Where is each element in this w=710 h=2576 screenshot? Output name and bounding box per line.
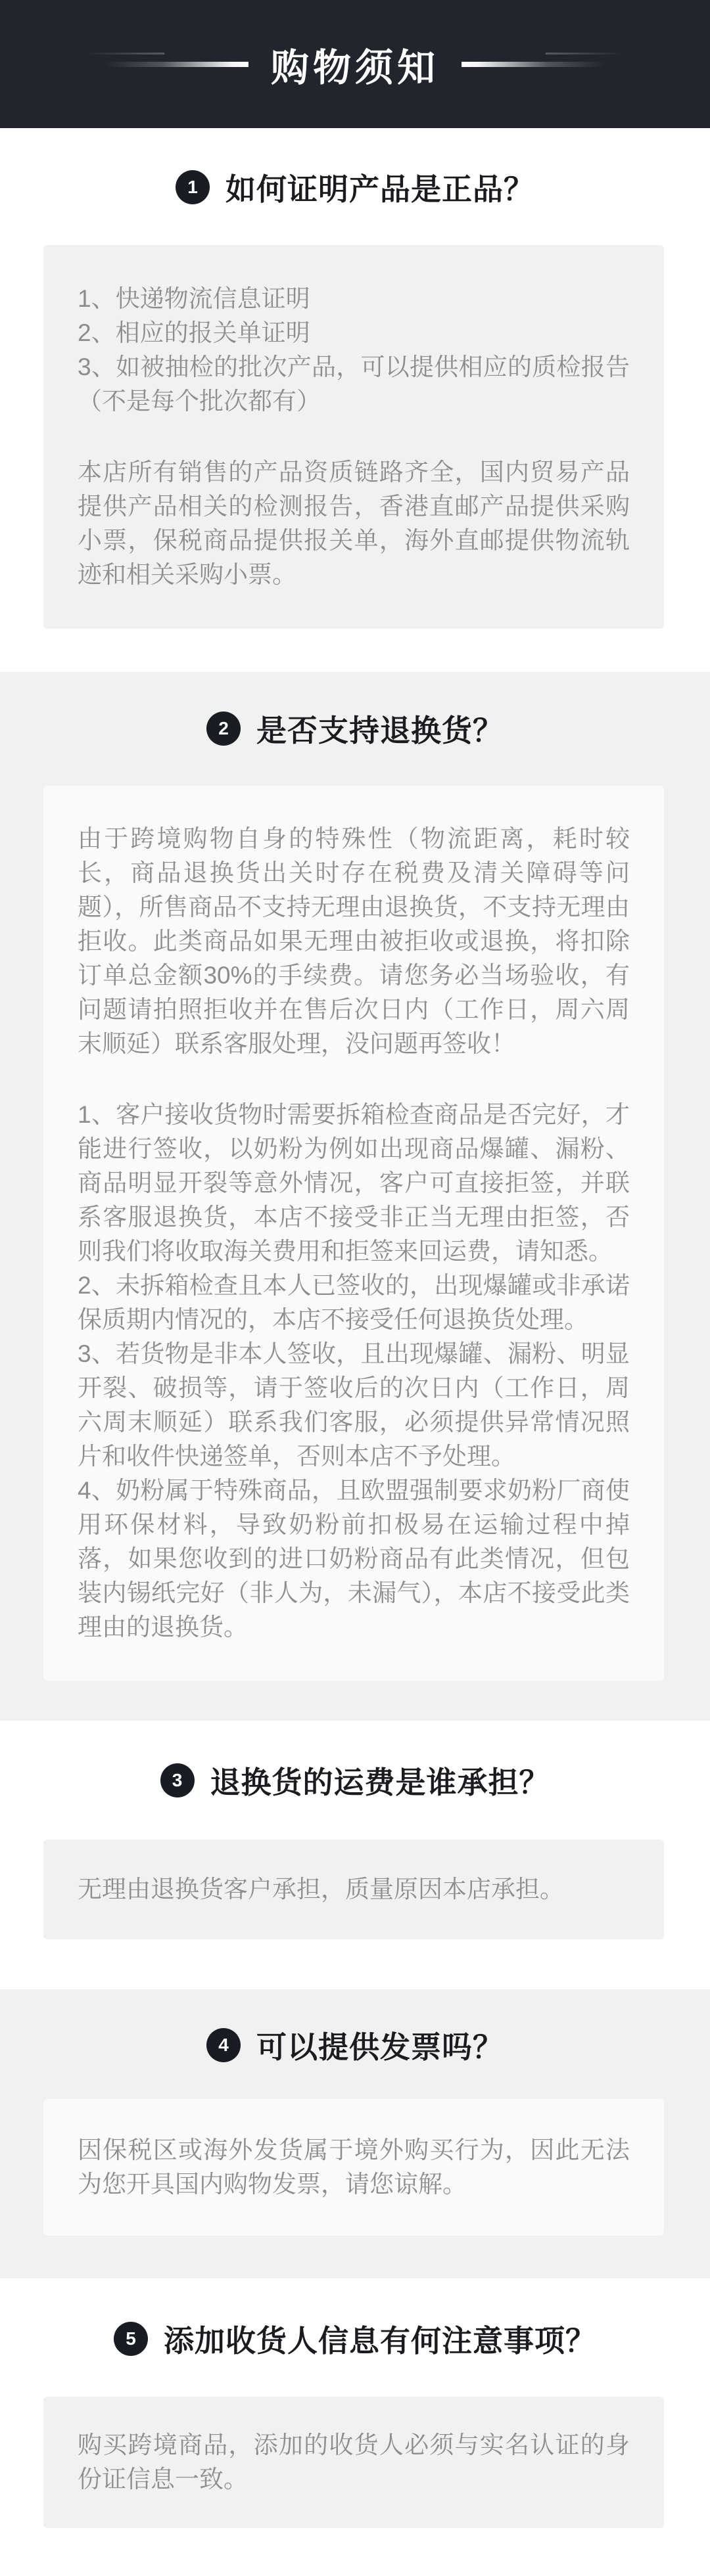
- section-1-content-box: [43, 245, 664, 629]
- section-3-content-box: [43, 1840, 664, 1939]
- section-1-heading: [0, 166, 710, 209]
- bottom-spacer: [0, 2528, 710, 2576]
- decorative-line-left-icon: [105, 62, 248, 67]
- page-title: 购物须知: [270, 46, 439, 89]
- section-5-number-badge: 5: [114, 2322, 148, 2356]
- section-3-title: 退换货的运费是谁承担？: [210, 1765, 550, 1799]
- section-1-number-badge: 1: [176, 170, 210, 204]
- section-2-rule-item: 2、未拆箱检查且本人已签收的，出现爆罐或非承诺保质期内情况的，本店不接受任何退换货处理。: [78, 1272, 630, 1333]
- section-4-title: 可以提供发票吗？: [256, 2030, 504, 2064]
- section-2-number-badge: 2: [206, 712, 241, 746]
- decorative-line-right-icon: [462, 62, 605, 67]
- section-4-content-box: [43, 2099, 664, 2236]
- section-consignee-info: [0, 2317, 710, 2528]
- section-1-paragraph: 本店所有销售的产品资质链路齐全，国内贸易产品提供产品相关的检测报告，香港直邮产品提供采购小票，保税商品提供报关单，海外直邮提供物流轨迹和相关采购小票。: [78, 459, 630, 588]
- section-shipping-fee: [0, 1759, 710, 1939]
- section-invoice: [0, 1989, 710, 2278]
- section-5-heading: [0, 2317, 710, 2361]
- section-4-paragraph: 因保税区或海外发货属于境外购买行为，因此无法为您开具国内购物发票，请您谅解。: [78, 2136, 630, 2198]
- section-4-heading: [0, 2023, 710, 2067]
- section-3-paragraph: 无理由退换货客户承担，质量原因本店承担。: [78, 1876, 564, 1903]
- section-1-title: 如何证明产品是正品？: [225, 172, 534, 206]
- section-2-title: 是否支持退换货？: [256, 713, 504, 748]
- section-2-heading: [0, 707, 710, 750]
- section-5-paragraph: 购买跨境商品，添加的收货人必须与实名认证的身份证信息一致。: [78, 2431, 630, 2493]
- section-4-number-badge: 4: [206, 2028, 241, 2062]
- section-1-list-item: 2、相应的报关单证明: [78, 319, 310, 346]
- section-5-content-box: [43, 2397, 664, 2528]
- section-returns: [0, 672, 710, 1721]
- section-2-intro-paragraph: 由于跨境购物自身的特殊性（物流距离，耗时较长，商品退换货出关时存在税费及清关障碍等问题），所售商品不支持无理由退换货，不支持无理由拒收。此类商品如果无理由被拒收或退换，将扣除订单总金额30%的手续费。请您务必当场验收，有问题请拍照拒收并在售后次日内（工作日，周六周末顺延）联系客服处理，没问题再签收！: [78, 825, 630, 1057]
- section-authenticity: [0, 166, 710, 629]
- section-2-rule-item: 4、奶粉属于特殊商品，且欧盟强制要求奶粉厂商使用环保材料，导致奶粉前扣极易在运输过程中掉落，如果您收到的进口奶粉商品有此类情况，但包装内锡纸完好（非人为，未漏气），本店不接受此类理由的退换货。: [78, 1477, 630, 1640]
- section-2-content-box: [43, 786, 664, 1681]
- section-2-rule-item: 3、若货物是非本人签收，且出现爆罐、漏粉、明显开裂、破损等，请于签收后的次日内（工作日，周六周末顺延）联系我们客服，必须提供异常情况照片和收件快递签单，否则本店不予处理。: [78, 1340, 630, 1470]
- section-2-rule-item: 1、客户接收货物时需要拆箱检查商品是否完好，才能进行签收，以奶粉为例如出现商品爆罐、漏粉、商品明显开裂等意外情况，客户可直接拒签，并联系客服退换货，本店不接受非正当无理由拒签，否则我们将收取海关费用和拒签来回运费，请知悉。: [78, 1101, 630, 1265]
- section-5-title: 添加收货人信息有何注意事项？: [164, 2324, 596, 2358]
- section-1-list-item: 1、快递物流信息证明: [78, 285, 310, 312]
- section-1-list-item: 3、如被抽检的批次产品，可以提供相应的质检报告（不是每个批次都有）: [78, 353, 630, 415]
- section-3-number-badge: 3: [160, 1763, 195, 1797]
- header-banner: [0, 0, 710, 128]
- section-3-heading: [0, 1759, 710, 1802]
